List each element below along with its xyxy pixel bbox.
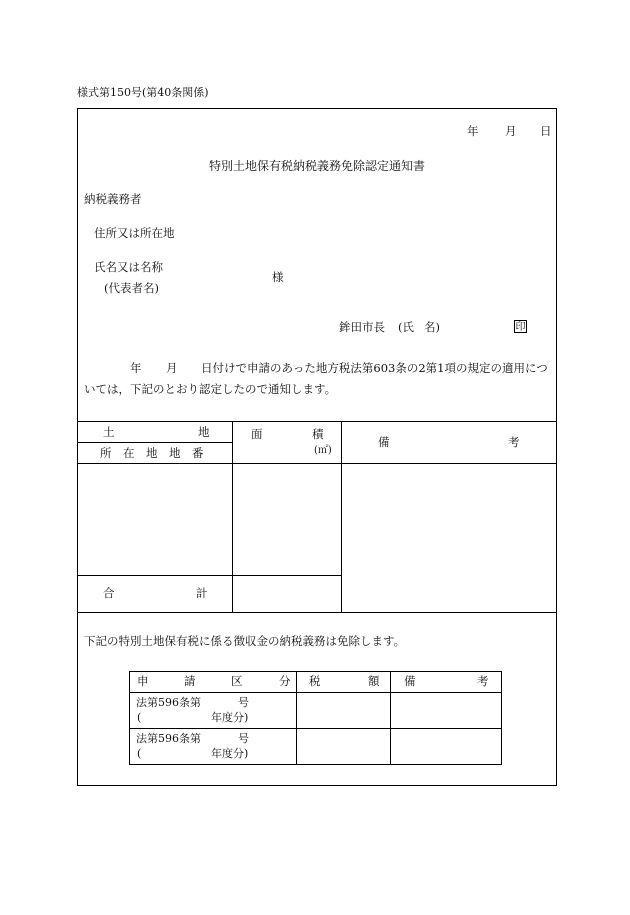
row1-go: 号 xyxy=(238,696,249,709)
area-header-1: 面 xyxy=(251,427,263,441)
total-label-1: 合 xyxy=(103,586,115,600)
row2-law: 法第596条第 xyxy=(136,732,201,745)
location-char-5: 番 xyxy=(192,446,204,460)
exemption-col-divider-1 xyxy=(296,671,297,765)
notice-year: 年 xyxy=(130,361,142,375)
notice-line2: いては，下記のとおり認定したので通知します。 xyxy=(84,382,337,396)
date-month: 月 xyxy=(505,124,517,138)
land-header-mid-line xyxy=(77,442,232,443)
land-header-1: 土 xyxy=(103,425,115,439)
exemption-remarks-2: 考 xyxy=(477,674,489,688)
row2-fiscal: 年度分) xyxy=(211,747,249,760)
category-char-4: 分 xyxy=(279,674,291,688)
issuer-title: 鉾田市長 xyxy=(339,320,385,334)
row1-law: 法第596条第 xyxy=(136,696,201,709)
land-total-top-line xyxy=(77,575,341,576)
row2-paren: ( xyxy=(137,747,142,760)
exemption-remarks-1: 備 xyxy=(404,674,416,688)
category-char-2: 請 xyxy=(184,674,196,688)
land-col-divider-2 xyxy=(341,421,342,612)
row1-fiscal: 年度分) xyxy=(211,711,249,724)
exemption-header-line xyxy=(129,692,502,693)
category-char-3: 区 xyxy=(231,674,243,688)
seal-mark: 印 xyxy=(515,322,526,333)
honorific: 様 xyxy=(272,270,284,284)
date-day: 日 xyxy=(540,124,552,138)
land-header-bottom-line xyxy=(77,463,557,464)
form-number: 様式第150号(第40条関係) xyxy=(77,86,209,99)
row2-go: 号 xyxy=(238,732,249,745)
address-label: 住所又は所在地 xyxy=(94,226,175,240)
row1-paren: ( xyxy=(137,711,142,724)
issuer-name-open: (氏 xyxy=(398,320,414,334)
location-char-1: 所 xyxy=(100,446,112,460)
location-char-4: 地 xyxy=(169,446,181,460)
date-year: 年 xyxy=(467,124,479,138)
land-col-divider-1 xyxy=(232,421,233,612)
location-char-2: 在 xyxy=(123,446,135,460)
remarks-header-2: 考 xyxy=(508,435,520,449)
area-unit: (㎡) xyxy=(314,445,332,456)
representative-label: (代表者名) xyxy=(104,281,159,295)
exemption-row-divider xyxy=(129,728,502,729)
area-header-2: 積 xyxy=(312,427,324,441)
tax-header-2: 額 xyxy=(368,674,380,688)
name-label: 氏名又は名称 xyxy=(94,260,163,274)
land-header-2: 地 xyxy=(198,425,210,439)
location-char-3: 地 xyxy=(146,446,158,460)
document-title: 特別土地保有税納税義務免除認定通知書 xyxy=(209,159,426,173)
land-table-top-line xyxy=(77,421,557,422)
exemption-col-divider-2 xyxy=(390,671,391,765)
tax-header-1: 税 xyxy=(309,674,321,688)
total-label-2: 計 xyxy=(196,586,208,600)
taxpayer-label: 納税義務者 xyxy=(84,192,142,206)
notice-month: 月 xyxy=(166,361,178,375)
category-char-1: 申 xyxy=(137,674,149,688)
exemption-text: 下記の特別土地保有税に係る徴収金の納税義務は免除します。 xyxy=(84,634,406,648)
issuer-name-close: 名) xyxy=(424,320,440,334)
remarks-header-1: 備 xyxy=(378,435,390,449)
land-table-bottom-line xyxy=(77,612,557,613)
notice-line1: 日付けで申請のあった地方税法第603条の2第1項の規定の適用につ xyxy=(201,361,548,375)
